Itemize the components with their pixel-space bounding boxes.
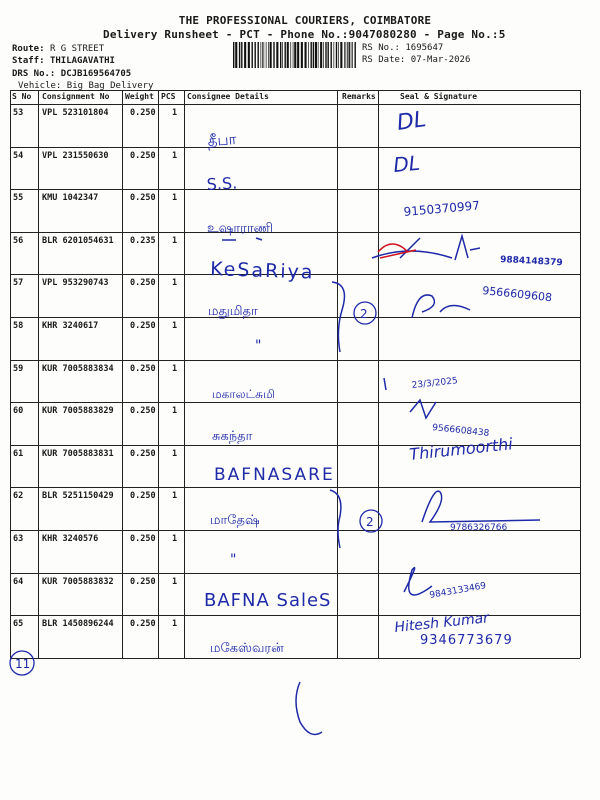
rs-no-label: RS No.: [362,43,400,53]
pcs-cell: 1 [172,108,178,118]
row61-signature: Thirumoorthi [408,434,514,464]
company-title: THE PROFESSIONAL COURIERS, COIMBATORE [178,14,432,27]
runsheet-subtitle: Delivery Runsheet - PCT - Phone No.:9047080280 - Page No.:5 [103,28,506,41]
row-divider [10,274,580,275]
sno-cell: 60 [13,406,24,417]
sno-cell: 57 [13,278,24,289]
weight-cell: 0.250 [130,534,156,544]
row-divider [10,658,580,659]
row56-signature: 9884148379 [499,255,563,269]
col-consignee-header: Consignee Details [187,92,269,101]
sno-cell: 55 [13,193,24,204]
row55-signature: 9150370997 [403,198,481,219]
col-remarks-header: Remarks [342,92,376,101]
weight-cell: 0.250 [130,193,156,204]
consignment-cell: KUR 7005883831 [42,448,114,459]
row57-signature: 9566609608 [481,284,553,305]
consignment-cell: KUR 7005883834 [42,363,114,374]
row57-signature-stroke [412,295,470,318]
row55-consignee-handwriting: உஷாராணி [207,221,273,236]
pcs-cell: 1 [172,406,178,417]
consignment-cell: KHR 3240576 [42,534,99,544]
brace1-count: 2 [360,307,368,321]
sno-cell: 53 [13,108,24,118]
weight-cell: 0.250 [130,363,156,374]
consignment-cell: BLR 6201054631 [42,235,114,246]
vehicle-value: Big Bag Delivery [66,81,154,91]
drs-value: DCJB169564705 [60,69,132,79]
row-divider [10,189,580,190]
route-value: R G STREET [49,44,105,54]
row56-red-mark [378,244,416,258]
pcs-cell: 1 [172,321,178,331]
drs-line [12,69,131,79]
weight-cell: 0.250 [130,448,156,459]
weight-cell: 0.250 [130,491,156,502]
row53-signature: DL [395,107,428,136]
consignment-cell: BLR 1450896244 [42,619,114,630]
consignment-cell: KMU 1042347 [42,193,99,204]
row57-consignee-handwriting: மதுமிதா [208,304,258,319]
row-divider [10,573,580,574]
row62-signature: 9786326766 [450,523,508,533]
pcs-cell: 1 [172,619,178,630]
pcs-cell: 1 [172,235,178,246]
row-divider [10,445,580,446]
sno-cell: 65 [13,619,24,630]
weight-cell: 0.250 [130,406,156,417]
sno-cell: 61 [13,448,24,459]
row64-consignee-handwriting: BAFNA SaleS [204,590,332,611]
drs-label: DRS No.: [12,69,56,79]
barcode [232,42,358,68]
weight-cell: 0.250 [130,150,156,161]
sno-cell: 59 [13,363,24,374]
rs-date-value: 07-Mar-2026 [410,55,471,65]
col-sno-header: S No [12,92,32,101]
pcs-cell: 1 [172,150,178,161]
row59-signature-stroke [384,378,386,390]
staff-line [12,56,115,66]
consignment-cell: BLR 5251150429 [42,491,114,502]
vehicle-label: Vehicle: [18,81,62,91]
staff-value: THILAGAVATHI [49,56,115,66]
row64-signature: 9843133469 [428,581,487,601]
page-count-circle [10,651,34,675]
weight-cell: 0.250 [130,278,156,289]
rs-no-value: 1695647 [405,43,444,53]
sno-cell: 58 [13,321,24,331]
row55-underline-stroke [222,238,262,240]
row53-consignee-handwriting: தீபா [207,130,237,150]
col-consignment-header: Consignment No [42,92,110,101]
column-divider [580,90,581,658]
row-divider [10,232,580,233]
brace2-count: 2 [366,515,374,529]
row59-consignee-handwriting: மகாலட்சுமி [212,387,275,401]
row65-signature-phone: 9346773679 [420,633,513,648]
table-top-border [10,90,580,91]
weight-cell: 0.235 [130,235,156,246]
brace-62-63 [330,490,341,548]
row65-consignee-handwriting: மகேஸ்வரன் [210,641,284,656]
row54-consignee-handwriting: S.S. [206,173,238,194]
row-divider [10,147,580,148]
col-seal-header: Seal & Signature [400,92,478,101]
sno-cell: 63 [13,534,24,544]
pcs-cell: 1 [172,363,178,374]
weight-cell: 0.250 [130,108,156,118]
staff-label: Staff: [12,56,45,66]
pcs-cell: 1 [172,448,178,459]
rs-date-label: RS Date: [362,55,406,65]
row-divider [10,615,580,616]
consignment-cell: KHR 3240617 [42,321,99,331]
row58-consignee-ditto: " [255,338,262,354]
row-divider [10,530,580,531]
sno-cell: 64 [13,576,24,587]
weight-cell: 0.250 [130,321,156,331]
col-weight-header: Weight [125,92,154,101]
row56-strike-stroke [372,251,452,258]
row56-consignee-handwriting: KeSaRiya [209,258,315,284]
row62-signature-stroke [422,491,540,522]
page-count: 11 [15,657,31,671]
pcs-cell: 1 [172,193,178,204]
row-divider [10,360,580,361]
row60-consignee-handwriting: சுகந்தா [212,429,253,444]
weight-cell: 0.250 [130,619,156,630]
route-label: Route: [12,44,45,54]
pcs-cell: 1 [172,491,178,502]
rs-info [362,42,470,66]
row59-signature: 23/3/2025 [411,376,459,391]
pcs-cell: 1 [172,534,178,544]
row61-consignee-handwriting: BAFNASARE [214,465,335,485]
col-pcs-header: PCS [161,92,176,101]
pcs-cell: 1 [172,576,178,587]
consignment-cell: VPL 953290743 [42,278,109,289]
row-divider [10,487,580,488]
row54-signature: DL [392,150,421,177]
consignment-cell: VPL 523101804 [42,108,109,118]
sno-cell: 62 [13,491,24,502]
row65-signature-name: Hitesh Kumar [393,610,490,636]
row62-consignee-handwriting: மாதேஷ் [210,513,260,528]
row-divider [10,402,580,403]
pcs-cell: 1 [172,278,178,289]
consignment-cell: VPL 231550630 [42,150,109,161]
header-bottom-border [10,104,580,105]
brace1-circle [354,302,376,324]
row-divider [10,317,580,318]
row56-signature-stroke [400,236,480,260]
consignment-cell: KUR 7005883832 [42,576,114,587]
sno-cell: 54 [13,150,24,161]
sno-cell: 56 [13,235,24,246]
weight-cell: 0.250 [130,576,156,587]
consignment-cell: KUR 7005883829 [42,406,114,417]
route-line [12,44,104,54]
row63-consignee-ditto: " [230,552,237,568]
row60-signature: 9566608438 [431,423,490,439]
bottom-pen-stroke [296,682,322,734]
